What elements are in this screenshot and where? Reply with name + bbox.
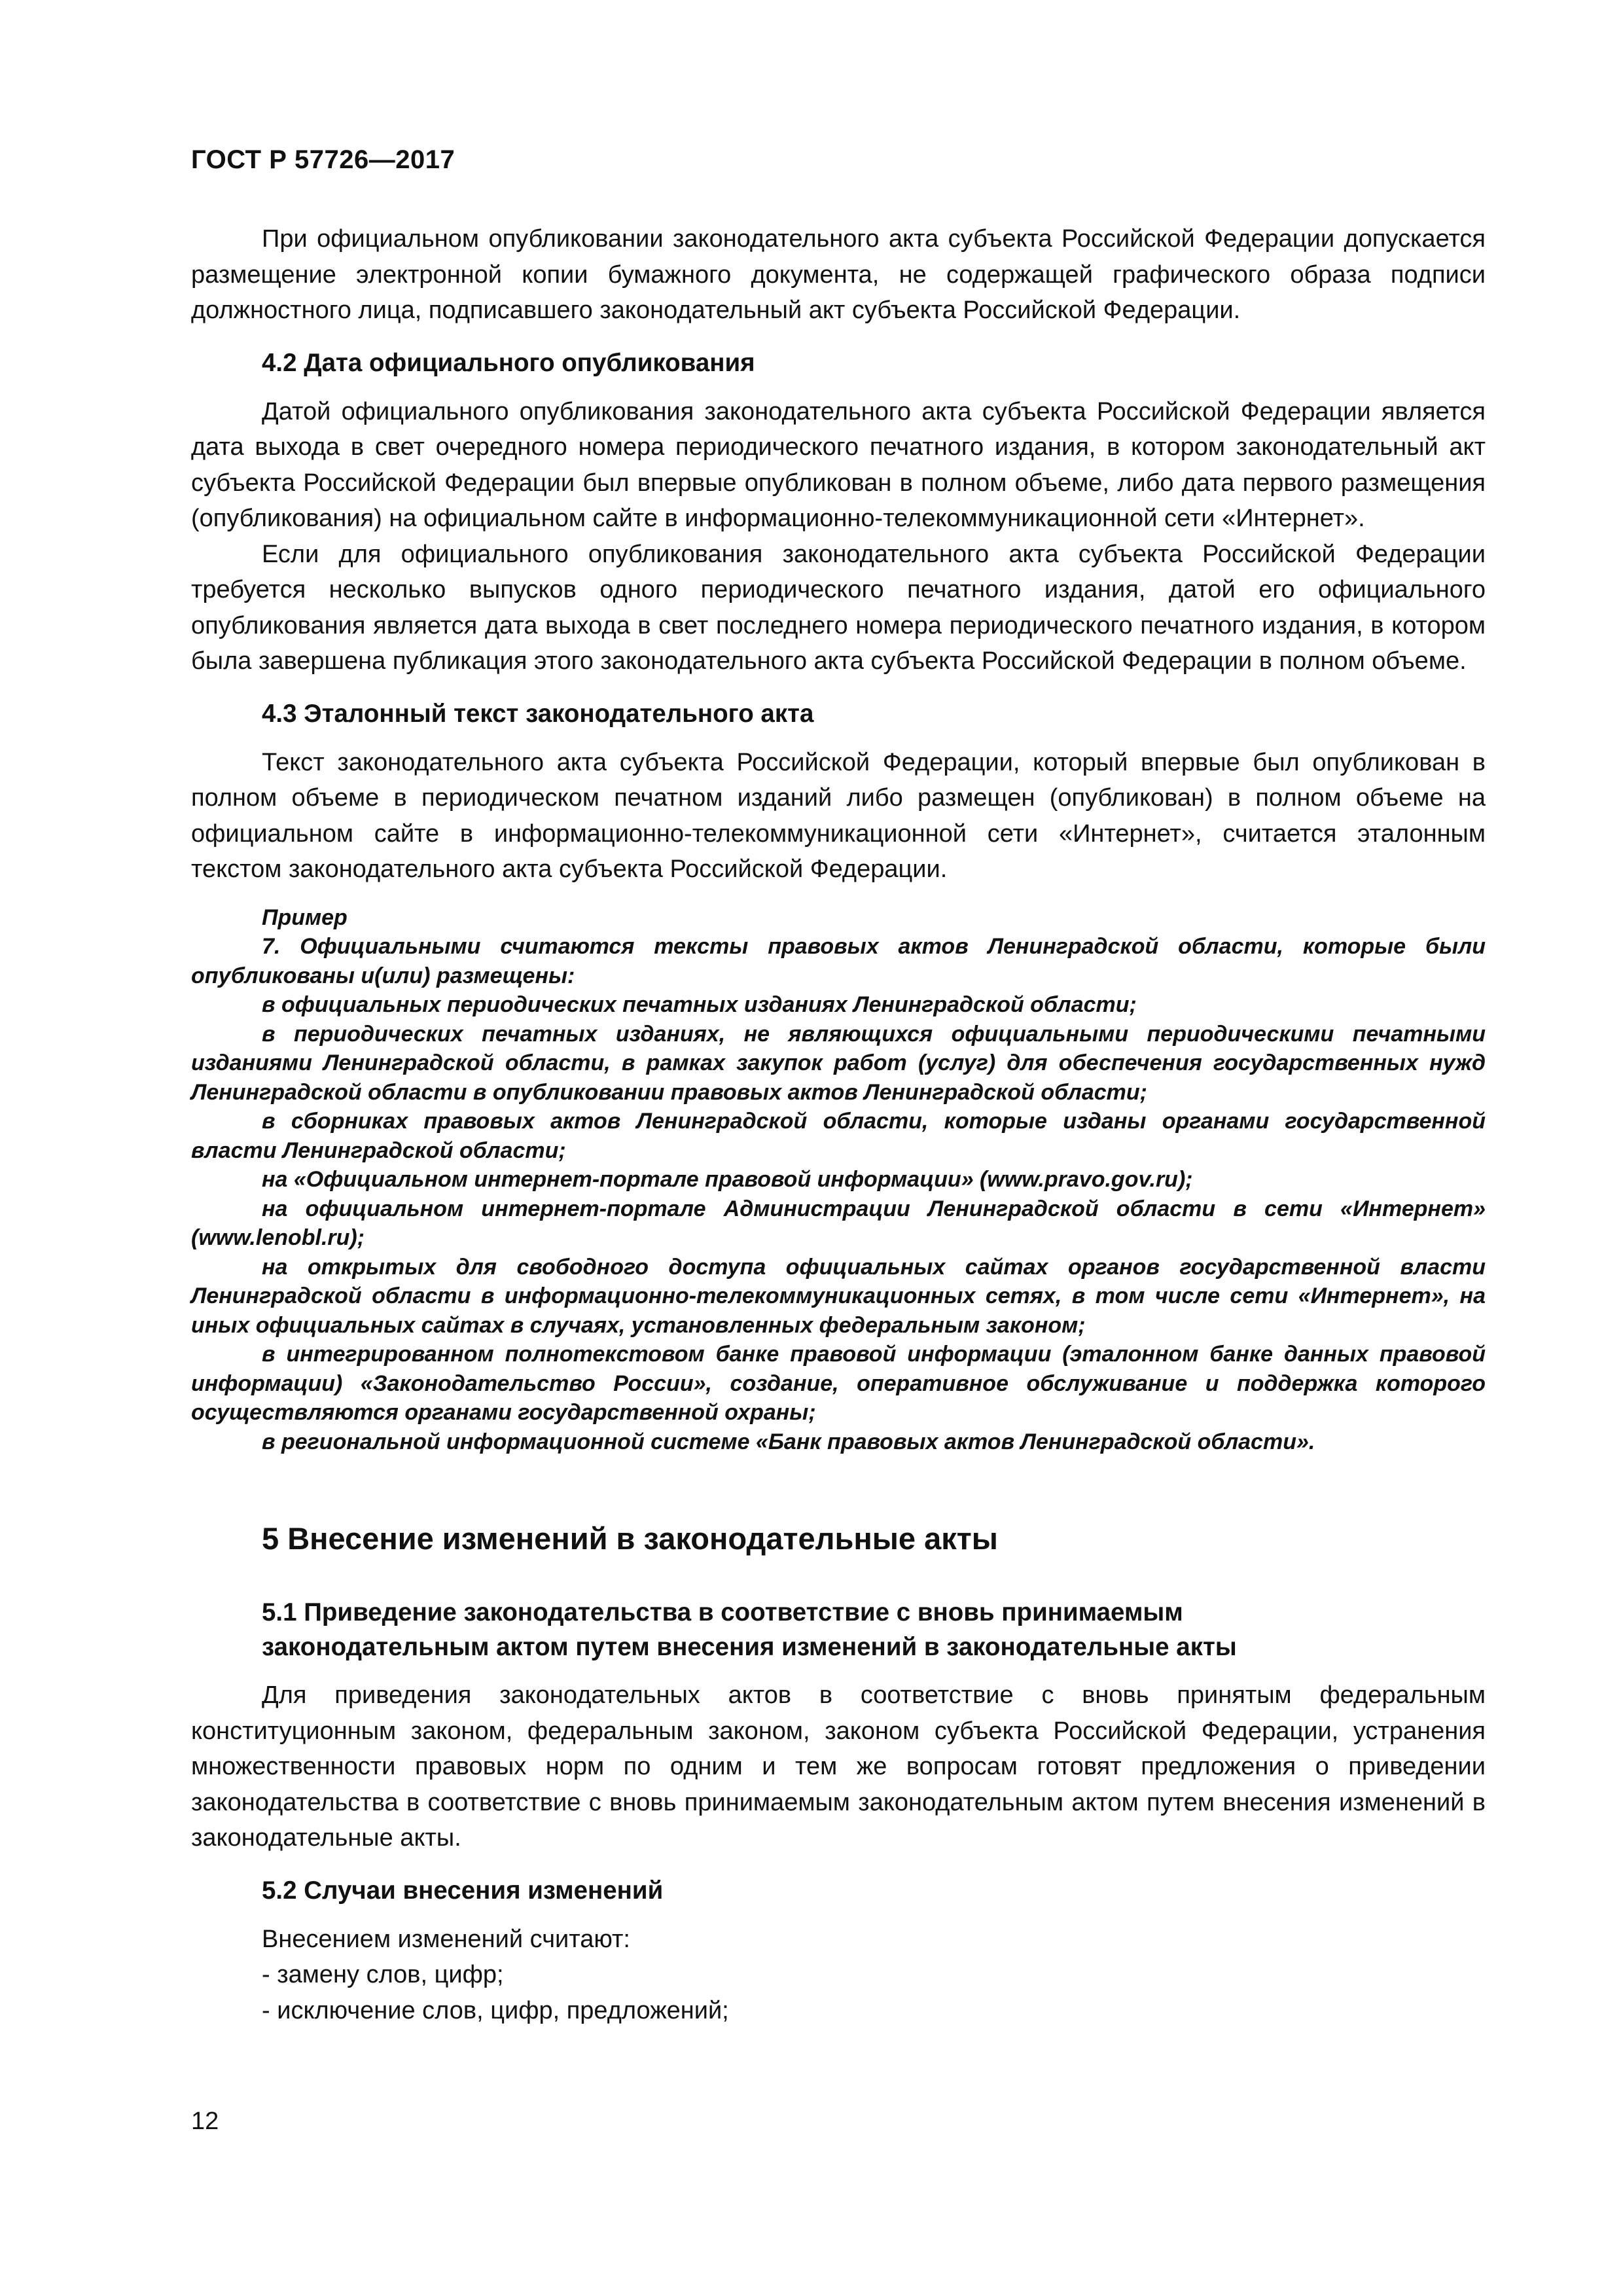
example-item: в региональной информационной системе «Банк правовых актов Ленинградской области». [262,1429,1315,1454]
example-item: в интегрированном полнотекстовом банке правовой информации (эталонном банке данных правовой информации) «Законодательство России», создание, оперативное обслуживание и поддержка которого осуществляются органами государственной охраны; [191,1342,1486,1425]
example-item: 7. Официальными считаются тексты правовых актов Ленинградской области, которые были опубликованы и(или) размещены: [191,934,1486,988]
section-5-2-intro: Внесением изменений считают: [262,1925,630,1953]
example-item: в периодических печатных изданиях, не являющихся официальными периодическими печатными изданиями Ленинградской области, в рамках закупок работ (услуг) для обеспечения государственных нужд Ленинградской области в опубликовании правовых актов Ленинградской области; [191,1021,1486,1105]
page-number: 12 [191,2108,219,2135]
intro-paragraph: При официальном опубликовании законодательного акта субъекта Российской Федерации допускается размещение электронной копии бумажного документа, не содержащей графического образа подписи должностного лица, подписавшего законодательный акт субъекта Российской Федерации. [191,225,1486,324]
section-5-1-heading-line-1: 5.1 Приведение законодательства в соответствие с вновь принимаемым [262,1598,1183,1626]
section-5-1-heading-line-2: законодательным актом путем внесения изменений в законодательные акты [262,1633,1237,1661]
list-item: - исключение слов, цифр, предложений; [262,1996,729,2024]
example-item: на «Официальном интернет-портале правовой информации» (www.pravo.gov.ru); [262,1167,1193,1192]
section-4-3-heading: 4.3 Эталонный текст законодательного акта [262,699,814,728]
section-5-1-heading [191,1595,1486,1664]
example-item: на открытых для свободного доступа официальных сайтах органов государственной власти Ленинградской области в информационно-телекоммуникационных сетях, в том числе сети «Интернет», на иных официальных сайтах в случаях, установленных федеральным законом; [191,1254,1486,1338]
section-4-2-heading: 4.2 Дата официального опубликования [262,348,755,377]
document-body [191,221,1486,2028]
example-label: Пример [262,905,348,930]
example-item: на официальном интернет-портале Администрации Ленинградской области в сети «Интернет» (www.lenobl.ru); [191,1196,1486,1250]
section-4-2-paragraph-1: Датой официального опубликования законодательного акта субъекта Российской Федерации является дата выхода в свет очередного номера периодического печатного издания, в котором законодательный акт субъекта Российской Федерации был впервые опубликован в полном объеме, либо дата первого размещения (опубликования) на официальном сайте в информационно-телекоммуникационной сети «Интернет». [191,397,1486,532]
example-block [191,903,1486,1457]
section-4-3-paragraph: Текст законодательного акта субъекта Российской Федерации, который впервые был опубликован в полном объеме в периодическом печатном изданий либо размещен (опубликован) в полном объеме на официальном сайте в информационно-телекоммуникационной сети «Интернет», считается эталонным текстом законодательного акта субъекта Российской Федерации. [191,748,1486,883]
section-5-heading: 5 Внесение изменений в законодательные акты [262,1521,998,1556]
section-5-1-paragraph: Для приведения законодательных актов в соответствие с вновь принятым федеральным конституционным законом, федеральным законом, законом субъекта Российской Федерации, устранения множественности правовых норм по одним и тем же вопросам готовят предложения о приведении законодательства в соответствие с вновь принимаемым законодательным актом путем внесения изменений в законодательные акты. [191,1681,1486,1852]
section-4-2-paragraph-2: Если для официального опубликования законодательного акта субъекта Российской Федерации требуется несколько выпусков одного периодического печатного издания, датой его официального опубликования является дата выхода в свет последнего номера периодического печатного издания, в котором была завершена публикация этого законодательного акта субъекта Российской Федерации в полном объеме. [191,540,1486,675]
example-item: в сборниках правовых актов Ленинградской области, которые изданы органами государственной власти Ленинградской области; [191,1109,1486,1163]
section-5-2-heading: 5.2 Случаи внесения изменений [262,1876,664,1905]
example-item: в официальных периодических печатных изданиях Ленинградской области; [262,992,1137,1017]
list-item: - замену слов, цифр; [262,1961,504,1988]
document-code: ГОСТ Р 57726—2017 [191,145,455,174]
